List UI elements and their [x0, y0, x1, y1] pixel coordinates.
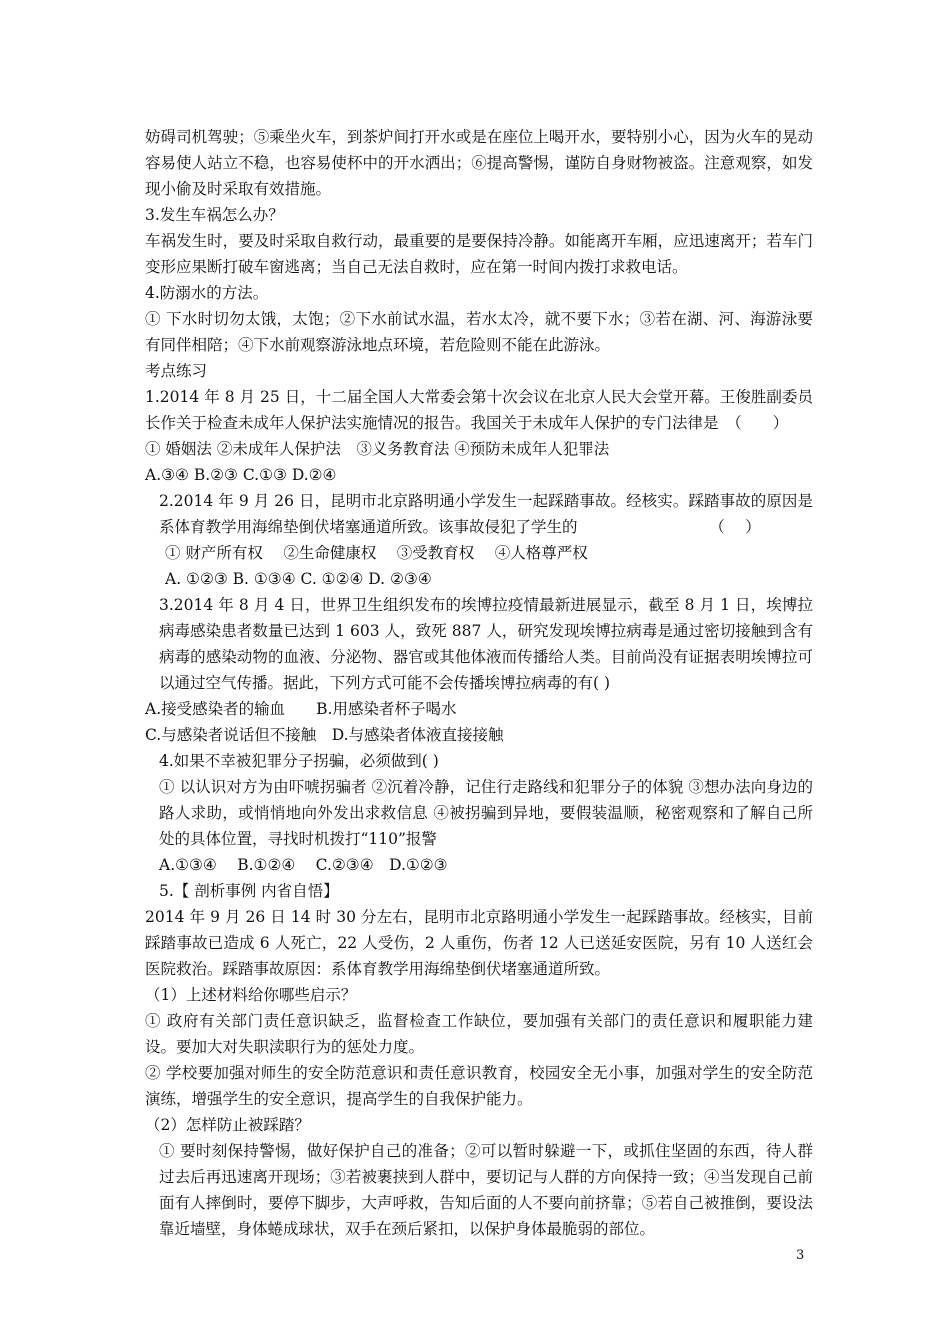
answer-point: ② 学校要加强对师生的安全防范意识和责任意识教育，校园安全无小事，加强对学生的安全防范演练，增强学生的安全意识，提高学生的自我保护能力。 — [145, 1064, 813, 1108]
answer-point: ① 政府有关部门责任意识缺乏，监督检查工作缺位，要加强有关部门的责任意识和履职能力建设。要加大对失职渎职行为的惩处力度。 — [145, 1012, 813, 1056]
paragraph: 妨碍司机驾驶；⑤乘坐火车，到茶炉间打开水或是在座位上喝开水，要特别小心，因为火车的晃动容易使人站立不稳，也容易使杯中的开水洒出；⑥提高警惕，谨防自身财物被盗。注意观察，如发现小偷及时采取有效措施。 — [145, 128, 813, 198]
sub-question: （1）上述材料给你哪些启示？ — [145, 986, 357, 1004]
document-body — [145, 124, 813, 1242]
question: 4.如果不幸被犯罪分子拐骗，必须做到( ) — [159, 752, 439, 770]
answer-choices: C.与感染者说话但不接触 D.与感染者体液直接接触 — [145, 726, 504, 744]
question-options: ① 以认识对方为由吓唬拐骗者 ②沉着冷静，记住行走路线和犯罪分子的体貌 ③想办法向身边的路人求助，或悄悄地向外发出求救信息 ④被拐骗到异地，要假装温顺，秘密观察和了解自己所处的具体位置，寻找时机拨打“110”报警 — [159, 778, 813, 848]
question-options: ① 财产所有权 ②生命健康权 ③受教育权 ④人格尊严权 — [165, 544, 588, 562]
question: 2.2014 年 9 月 26 日，昆明市北京路明通小学发生一起踩踏事故。经核实。踩踏事故的原因是系体育教学用海绵垫倒伏堵塞通道所致。该事故侵犯了学生的 （ ） — [159, 492, 813, 536]
section-heading: 考点练习 — [145, 362, 208, 380]
paragraph: ① 下水时切勿太饿，太饱；②下水前试水温，若水太冷，就不要下水；③若在湖、河、海游泳要有同伴相陪；④下水前观察游泳地点环境，若危险则不能在此游泳。 — [145, 310, 813, 354]
answer-choices: A.①③④ B.①②④ C.②③④ D.①②③ — [159, 856, 448, 874]
question: 5.【 剖析事例 内省自悟】 — [159, 882, 339, 900]
sub-question: （2）怎样防止被踩踏？ — [145, 1116, 310, 1134]
case-material: 2014 年 9 月 26 日 14 时 30 分左右，昆明市北京路明通小学发生一起踩踏事故。经核实，目前踩踏事故已造成 6 人死亡，22 人受伤，2 人重伤，伤者 12 人已送延安医院，另有 10 人送红会医院救治。踩踏事故原因：系体育教学用海绵垫倒伏堵塞通道所致。 — [145, 908, 813, 978]
section-heading: 3.发生车祸怎么办？ — [145, 206, 284, 224]
question-options: ① 婚姻法 ②未成年人保护法 ③义务教育法 ④预防未成年人犯罪法 — [145, 440, 610, 458]
answer-choices: A.③④ B.②③ C.①③ D.②④ — [145, 466, 337, 484]
question: 1.2014 年 8 月 25 日，十二届全国人大常委会第十次会议在北京人民大会堂开幕。王俊胜副委员长作关于检查未成年人保护法实施情况的报告。我国关于未成年人保护的专门法律是 （ ） — [145, 388, 813, 432]
page-number: 3 — [796, 1248, 805, 1263]
answer-choices: A.接受感染者的输血 B.用感染者杯子喝水 — [145, 700, 457, 718]
answer-choices: A. ①②③ B. ①③④ C. ①②④ D. ②③④ — [165, 570, 432, 588]
answer-point: ① 要时刻保持警惕，做好保护自己的准备；②可以暂时躲避一下，或抓住坚固的东西，待人群过去后再迅速离开现场；③若被裹挟到人群中，要切记与人群的方向保持一致；④当发现自己前面有人摔倒时，要停下脚步，大声呼救，告知后面的人不要向前挤靠；⑤若自己被推倒，要设法靠近墙壁，身体蜷成球状，双手在颈后紧扣，以保护身体最脆弱的部位。 — [159, 1142, 813, 1238]
paragraph: 车祸发生时，要及时采取自救行动，最重要的是要保持冷静。如能离开车厢，应迅速离开；若车门变形应果断打破车窗逃离；当自己无法自救时，应在第一时间内拨打求救电话。 — [145, 232, 813, 276]
question: 3.2014 年 8 月 4 日，世界卫生组织发布的埃博拉疫情最新进展显示，截至 8 月 1 日，埃博拉病毒感染患者数量已达到 1 603 人，致死 887 人，研究发现埃博拉病毒是通过密切接触到含有病毒的感染动物的血液、分泌物、器官或其他体液而传播给人类。目前尚没有证据表明埃博拉可以通过空气传播。据此，下列方式可能不会传播埃博拉病毒的有( ) — [159, 596, 813, 692]
section-heading: 4.防溺水的方法。 — [145, 284, 269, 302]
